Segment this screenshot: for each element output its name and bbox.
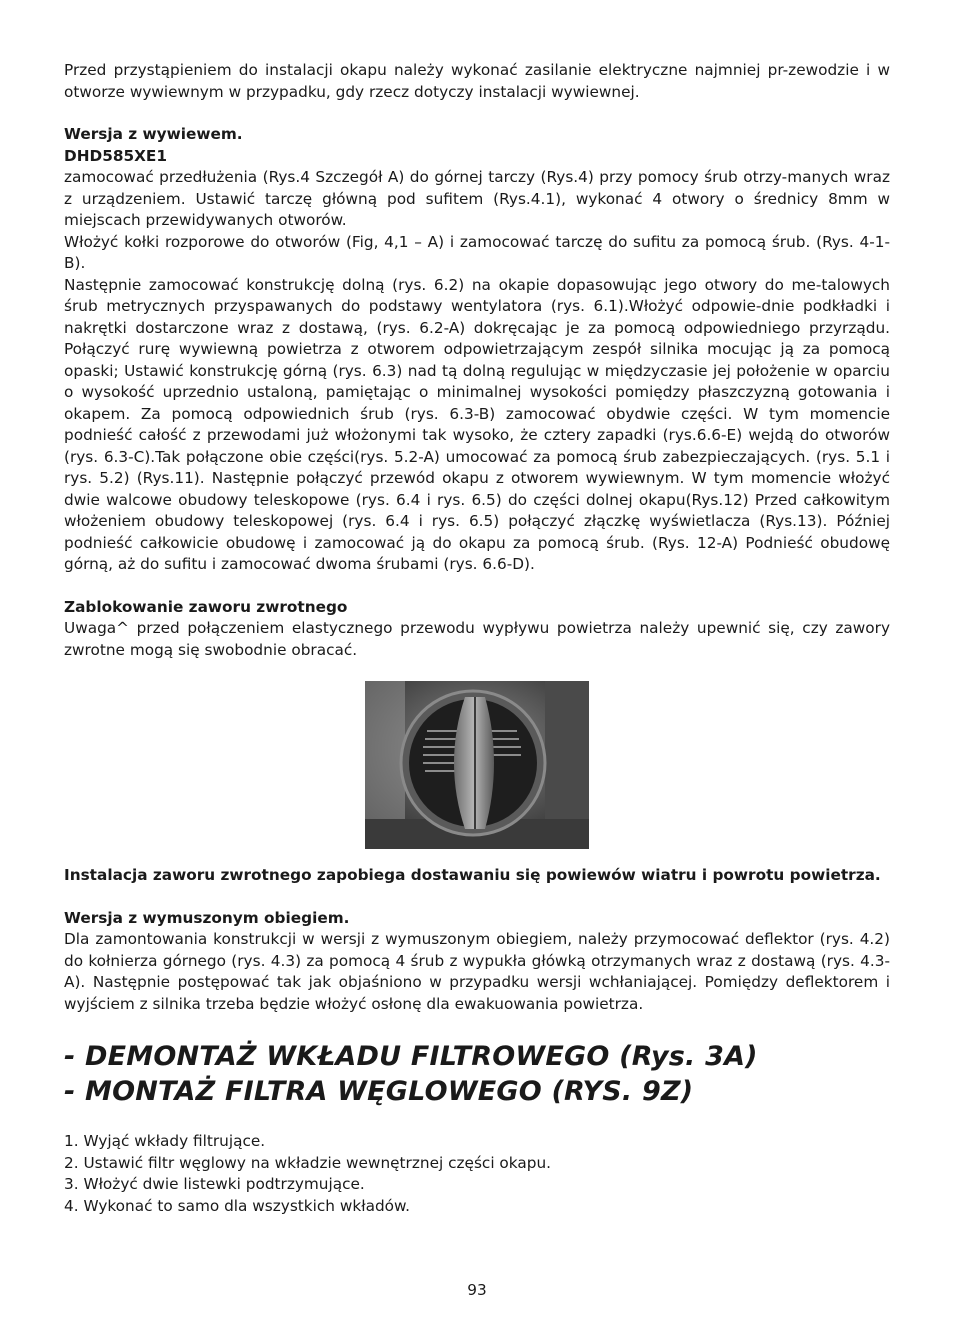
valve-title: Zablokowanie zaworu zwrotnego <box>64 597 348 616</box>
steps-list <box>64 1131 890 1217</box>
recirculation-title: Wersja z wymuszonym obiegiem. <box>64 908 350 927</box>
list-item: 1. Wyjąć wkłady filtrujące. <box>64 1132 266 1150</box>
exhaust-paragraph-1: zamocować przedłużenia (Rys.4 Szczegół A) do górnej tarczy (Rys.4) przy pomocy śrub otrzy-manych wraz z urządzeniem. Ustawić tarczę główną pod sufitem (Rys.4.1), wykonać 4 otwory o średnicy 8mm w miejscach przewidywanych otworów. <box>64 168 890 229</box>
exhaust-paragraph-2: Włożyć kołki rozporowe do otworów (Fig, 4,1 – A) i zamocować tarczę do sufitu za pomocą śrub. (Rys. 4-1-B). <box>64 232 890 272</box>
page-number: 93 <box>467 1281 487 1299</box>
headline-filter-removal: - DEMONTAŻ WKŁADU FILTROWEGO (Rys. 3A) <box>64 1041 758 1072</box>
valve-caption: Instalacja zaworu zwrotnego zapobiega dostawaniu się powiewów wiatru i powrotu powietrza. <box>64 866 881 884</box>
check-valve-photo <box>365 681 589 849</box>
exhaust-paragraph-3: Następnie zamocować konstrukcję dolną (rys. 6.2) na okapie dopasowując jego otwory do me-talowych śrub metrycznych przyspawanych do podstawy wentylatora (rys. 6.1).Włożyć odpowie-dnie podkładki i nakrętki dostarczone wraz z dostawą, (rys. 6.2-A) dokręcając je za pomocą odpowiedniego przyrządu. Połączyć rurę wywiewną powietrza z otworem odpowietrzającym zespół silnika mocując ją za pomocą opaski; Ustawić konstrukcję górną (rys. 6.3) nad tą dolną regulując w międzyczasie jej położenie w oparciu o wysokość uprzednio ustaloną, pamiętając o minimalnej wysokości pomiędzy płaszczyzną gotowania i okapem. Za pomocą odpowiednich śrub (rys. 6.3-B) zamocować obydwie części. W tym momencie podnieść całość z przewodami już włożonymi tak wysoko, że cztery zapadki (rys.6.6-E) wejdą do otworów (rys. 6.3-C).Tak połączone obie części(rys. 5.2-A) umocować za pomocą śrub zabezpieczających. (rys. 5.1 i rys. 5.2) (Rys.11). Następnie połączyć przewód okapu z otworem wywiewnym. W tym momencie włożyć dwie walcowe obudowy teleskopowe (rys. 6.4 i rys. 6.5) do części dolnej okapu(Rys.12) Przed całkowitym włożeniem obudowy teleskopowej (rys. 6.4 i rys. 6.5) połączyć złączkę wyświetlacza (Rys.13). Później podnieść całkowicie obudowę i zamocować ją do okapu za pomocą śrub. (Rys. 12-A) Podnieść obudowę górną, aż do sufitu i zamocować dwoma śrubami (rys. 6.6-D). <box>64 275 890 573</box>
model-code: DHD585XE1 <box>64 146 168 165</box>
list-item: 2. Ustawić filtr węglowy na wkładzie wewnętrznej części okapu. <box>64 1153 552 1172</box>
page-content <box>64 60 890 1217</box>
valve-body: Uwaga^ przed połączeniem elastycznego przewodu wypływu powietrza należy upewnić się, czy zawory zwrotne mogą się swobodnie obracać. <box>64 619 890 659</box>
recirculation-body: Dla zamontowania konstrukcji w wersji z wymuszonym obiegiem, należy przymocować deflektor (rys. 4.2) do kołnierza górnego (rys. 4.3) za pomocą 4 śrub z wypukła główką otrzymanych wraz z dostawą (rys. 4.3-A). Następnie postępować tak jak objaśniono w przypadku wersji wchłaniającej. Pomiędzy deflektorem i wyjściem z silnika trzeba będzie włożyć osłonę dla ewakuowania powietrza. <box>64 930 890 1013</box>
headline-carbon-filter: - MONTAŻ FILTRA WĘGLOWEGO (RYS. 9Z) <box>64 1076 694 1107</box>
list-item: 4. Wykonać to samo dla wszystkich wkładów. <box>64 1196 410 1215</box>
exhaust-version-title: Wersja z wywiewem. <box>64 125 243 143</box>
list-item: 3. Włożyć dwie listewki podtrzymujące. <box>64 1175 365 1193</box>
intro-paragraph: Przed przystąpieniem do instalacji okapu należy wykonać zasilanie elektryczne najmniej pr-zewodzie i w otworze wywiewnym w przypadku, gdy rzecz dotyczy instalacji wywiewnej. <box>64 61 890 101</box>
